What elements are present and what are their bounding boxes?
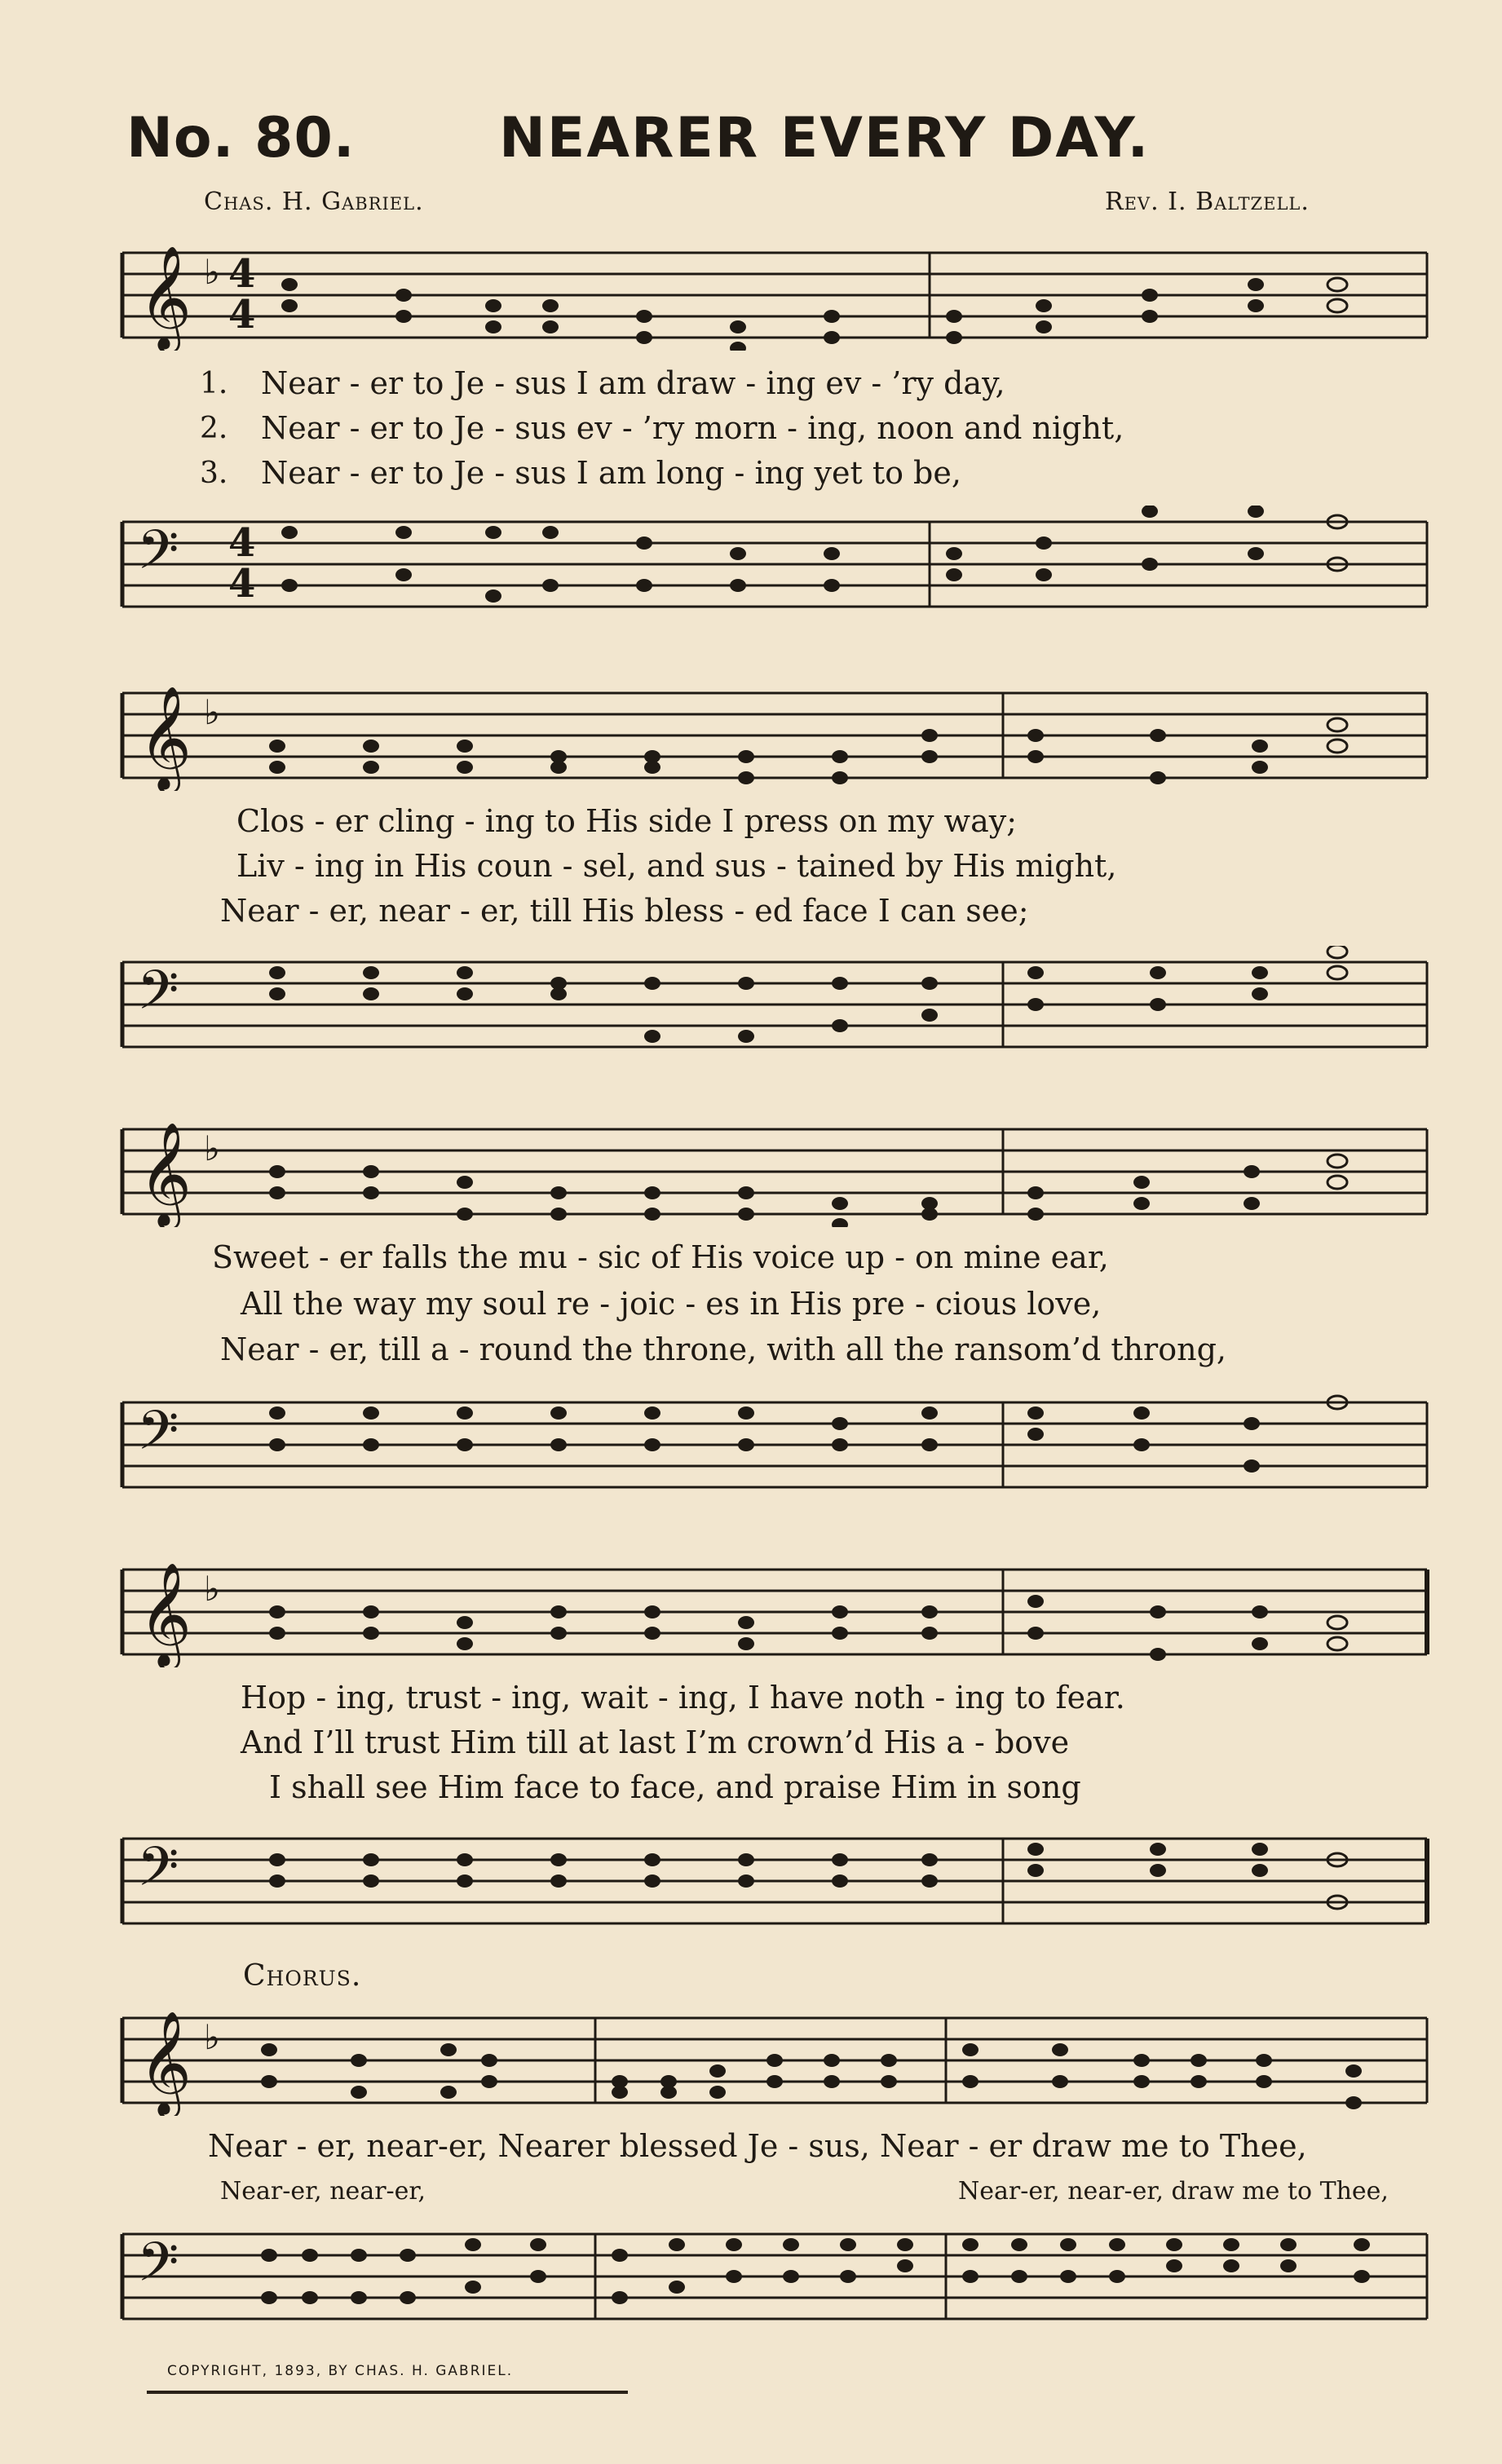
copyright-notice: COPYRIGHT, 1893, BY CHAS. H. GABRIEL. <box>167 2363 514 2379</box>
lyric-line: Near - er, till a - round the throne, with all the ransom’d throng, <box>220 1331 1226 1367</box>
verse-number-3: 3. <box>200 457 228 490</box>
hymn-number: No. 80. <box>126 106 356 170</box>
bass-staff <box>114 946 1435 1060</box>
composer-credit: Chas. H. Gabriel. <box>204 188 424 216</box>
bass-staff <box>114 2218 1435 2332</box>
author-credit: Rev. I. Baltzell. <box>1105 188 1310 216</box>
svg-text:𝄞: 𝄞 <box>139 245 192 349</box>
svg-text:♭: ♭ <box>204 2017 220 2057</box>
lyric-line: Clos - er cling - ing to His side I press on my way; <box>236 803 1018 839</box>
lyric-line: Sweet - er falls the mu - sic of His voice up - on mine ear, <box>212 1239 1109 1275</box>
svg-text:𝄢: 𝄢 <box>137 2231 179 2307</box>
chorus-lyric-line: Near - er, near-er, Nearer blessed Je - sus, Near - er draw me to Thee, <box>208 2128 1307 2164</box>
svg-text:♭: ♭ <box>204 252 220 292</box>
lyric-line: And I’ll trust Him till at last I’m crown’d His a - bove <box>241 1724 1070 1760</box>
treble-staff <box>114 677 1435 791</box>
svg-text:4: 4 <box>228 292 256 338</box>
svg-text:𝄞: 𝄞 <box>139 1561 192 1666</box>
hymn-title: NEARER EVERY DAY. <box>499 106 1151 170</box>
chorus-echo-right: Near-er, near-er, draw me to Thee, <box>958 2177 1389 2206</box>
lyric-line: Near - er to Je - sus I am draw - ing ev - ’ry day, <box>261 365 1005 401</box>
treble-staff <box>114 1553 1435 1667</box>
treble-staff <box>114 1113 1435 1227</box>
svg-text:4: 4 <box>228 520 256 566</box>
svg-text:𝄞: 𝄞 <box>139 2010 192 2114</box>
svg-text:𝄢: 𝄢 <box>137 1835 179 1911</box>
lyric-line: All the way my soul re - joic - es in His pre - cious love, <box>241 1286 1102 1322</box>
treble-staff <box>114 2002 1435 2116</box>
svg-text:𝄞: 𝄞 <box>139 685 192 789</box>
lyric-line: Liv - ing in His coun - sel, and sus - tained by His might, <box>236 848 1117 884</box>
svg-text:4: 4 <box>228 251 256 297</box>
lyric-line: Hop - ing, trust - ing, wait - ing, I have noth - ing to fear. <box>241 1680 1125 1716</box>
svg-text:4: 4 <box>228 561 256 607</box>
svg-text:𝄞: 𝄞 <box>139 1121 192 1225</box>
svg-text:𝄢: 𝄢 <box>137 519 179 594</box>
svg-text:𝄢: 𝄢 <box>137 1399 179 1475</box>
svg-text:♭: ♭ <box>204 692 220 732</box>
svg-text:♭: ♭ <box>204 1128 220 1168</box>
chorus-label: Chorus. <box>243 1959 362 1993</box>
verse-number-1: 1. <box>200 367 228 400</box>
bass-staff <box>114 1386 1435 1500</box>
svg-text:𝄢: 𝄢 <box>137 959 179 1035</box>
lyric-line: Near - er to Je - sus I am long - ing yet to be, <box>261 455 961 491</box>
bottom-rule <box>147 2391 628 2394</box>
lyric-line: Near - er to Je - sus ev - ’ry morn - ing, noon and night, <box>261 410 1124 446</box>
lyric-line: Near - er, near - er, till His bless - ed face I can see; <box>220 893 1029 929</box>
bass-staff <box>114 506 1435 620</box>
verse-number-2: 2. <box>200 412 228 445</box>
lyric-line: I shall see Him face to face, and praise Him in song <box>269 1769 1081 1805</box>
svg-text:♭: ♭ <box>204 1569 220 1609</box>
treble-staff <box>114 236 1435 351</box>
chorus-echo-left: Near-er, near-er, <box>220 2177 426 2206</box>
bass-staff <box>114 1822 1435 1936</box>
